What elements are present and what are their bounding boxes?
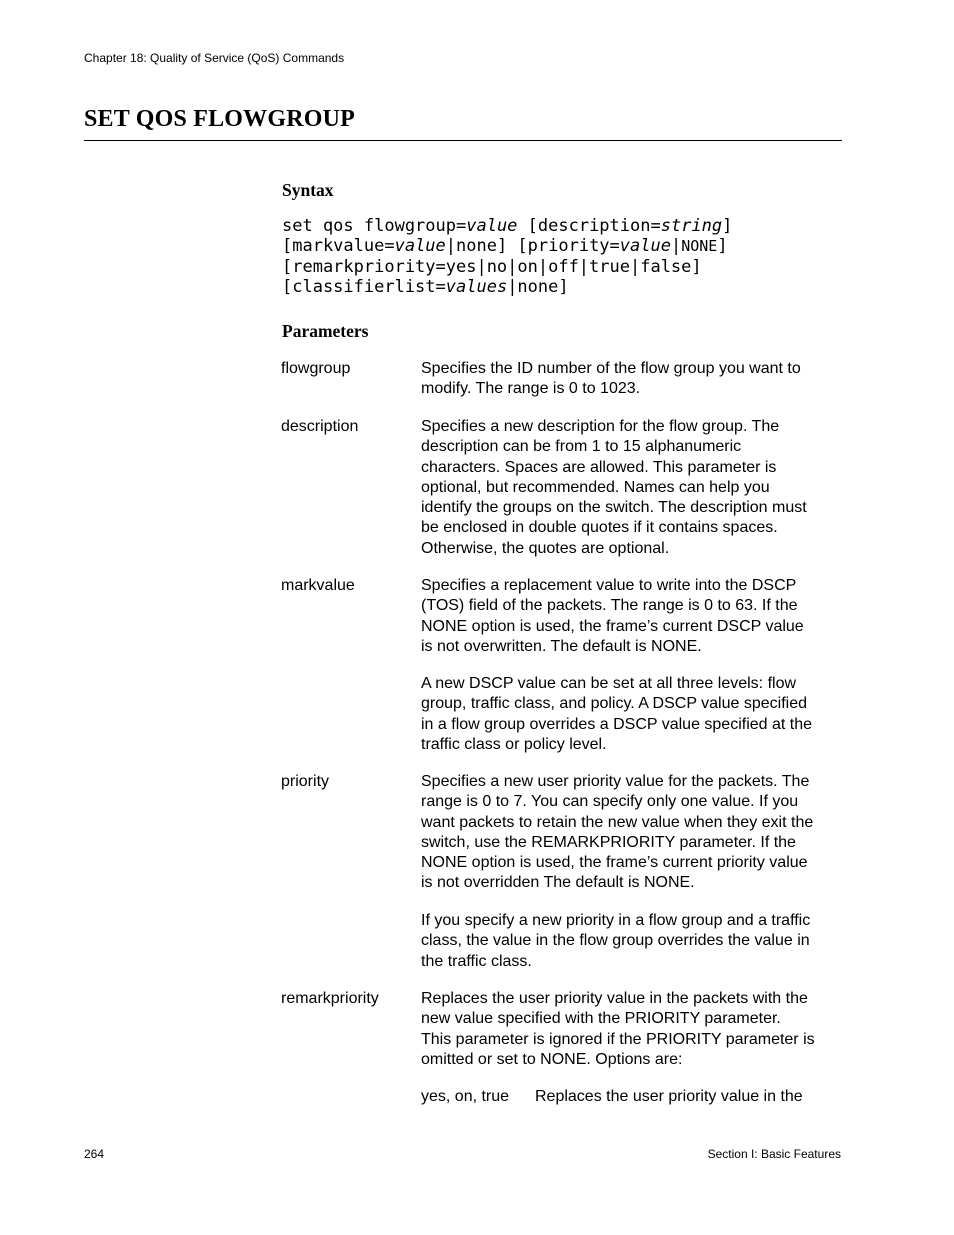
syntax-line <box>282 236 732 256</box>
param-desc-line: range is 0 to 7. You can specify only one value. If you <box>421 793 799 811</box>
syntax-literal: ] <box>717 236 728 257</box>
param-desc-line: Replaces the user priority value in the packets with the <box>421 990 808 1007</box>
syntax-literal: ] <box>722 216 733 236</box>
param-desc-description <box>421 417 841 559</box>
param-desc-line: If you specify a new priority in a flow group and a traffic <box>421 912 811 929</box>
param-desc-line: Specifies a new description for the flow group. The <box>421 418 780 435</box>
param-desc-line: modify. The range is 0 to 1023. <box>421 380 641 398</box>
param-name-description: description <box>281 418 359 435</box>
param-desc-line: in a flow group overrides a DSCP value specified at the <box>421 715 813 733</box>
syntax-literal: [markvalue= <box>282 236 395 257</box>
syntax-placeholder: value <box>394 236 446 257</box>
param-desc-line: omitted or set to NONE. Options are: <box>421 1050 683 1068</box>
syntax-literal: [classifierlist= <box>282 276 446 297</box>
syntax-literal: [remarkpriority=yes|no|on|off|true|false] <box>282 256 702 277</box>
param-desc-line: be enclosed in double quotes if it contains spaces. <box>421 519 778 537</box>
param-desc-line: Specifies a new user priority value for the packets. The <box>421 773 810 790</box>
param-name-remarkpriority: remarkpriority <box>281 990 379 1007</box>
option-name-yes-on-true: yes, on, true <box>421 1088 510 1105</box>
param-desc-line: new value specified with the PRIORITY parameter. <box>421 1010 781 1028</box>
param-desc-markvalue-note <box>421 674 841 755</box>
param-name-flowgroup: flowgroup <box>281 360 351 377</box>
param-desc-line: optional, but recommended. Names can help you <box>421 478 770 496</box>
syntax-literal: |none] <box>507 276 569 297</box>
syntax-code-block <box>282 216 732 297</box>
param-desc-line: want packets to retain the new value when they exit the <box>421 813 814 831</box>
param-desc-line: Specifies the ID number of the flow group you want to <box>421 360 801 377</box>
syntax-literal: |none] [priority= <box>445 236 620 257</box>
param-desc-flowgroup <box>421 359 841 400</box>
param-desc-line: is not overwritten. The default is NONE. <box>421 637 702 655</box>
param-desc-markvalue <box>421 576 841 657</box>
syntax-line <box>282 257 732 277</box>
param-name-markvalue: markvalue <box>281 577 355 594</box>
section-footer: Section I: Basic Features <box>707 1147 841 1161</box>
param-desc-line: the traffic class. <box>421 952 532 970</box>
param-desc-line: class, the value in the flow group overrides the value in <box>421 932 810 950</box>
syntax-literal: [description= <box>517 216 661 236</box>
title-divider <box>84 140 842 141</box>
param-desc-line: description can be from 1 to 15 alphanumeric <box>421 438 742 456</box>
param-desc-priority-note <box>421 911 841 972</box>
syntax-placeholder: value <box>619 236 671 257</box>
syntax-placeholder: value <box>466 216 518 236</box>
param-desc-line: characters. Spaces are allowed. This parameter is <box>421 458 777 476</box>
chapter-header: Chapter 18: Quality of Service (QoS) Commands <box>84 51 345 65</box>
syntax-heading: Syntax <box>282 180 334 200</box>
param-desc-line: group, traffic class, and policy. A DSCP value specified <box>421 695 807 713</box>
syntax-literal: set qos flowgroup= <box>282 216 467 236</box>
param-desc-priority <box>421 772 841 894</box>
param-desc-line: Otherwise, the quotes are optional. <box>421 539 670 557</box>
page-title: SET QOS FLOWGROUP <box>84 106 356 132</box>
syntax-line <box>282 277 732 297</box>
param-desc-line: (TOS) field of the packets. The range is 0 to 63. If the <box>421 597 798 615</box>
syntax-literal: NONE <box>681 237 718 256</box>
param-desc-line: NONE option is used, the frame’s current DSCP value <box>421 617 804 635</box>
param-name-priority: priority <box>281 773 330 790</box>
param-desc-line: switch, use the REMARKPRIORITY parameter. If the <box>421 833 796 851</box>
syntax-literal: | <box>670 236 682 257</box>
syntax-line <box>282 216 732 236</box>
option-desc-yes-on-true: Replaces the user priority value in the <box>535 1088 803 1105</box>
param-desc-line: traffic class or policy level. <box>421 735 607 753</box>
syntax-placeholder: values <box>445 276 508 297</box>
param-desc-line: A new DSCP value can be set at all three levels: flow <box>421 675 797 692</box>
param-desc-line: identify the groups on the switch. The description must <box>421 499 807 517</box>
param-desc-line: is not overridden The default is NONE. <box>421 874 695 892</box>
page-number: 264 <box>84 1147 105 1161</box>
parameters-heading: Parameters <box>282 321 369 341</box>
param-desc-line: Specifies a replacement value to write into the DSCP <box>421 577 797 594</box>
syntax-placeholder: string <box>660 216 723 236</box>
param-desc-remarkpriority <box>421 989 841 1070</box>
param-desc-line: This parameter is ignored if the PRIORITY parameter is <box>421 1030 815 1048</box>
param-desc-line: NONE option is used, the frame’s current priority value <box>421 854 808 872</box>
